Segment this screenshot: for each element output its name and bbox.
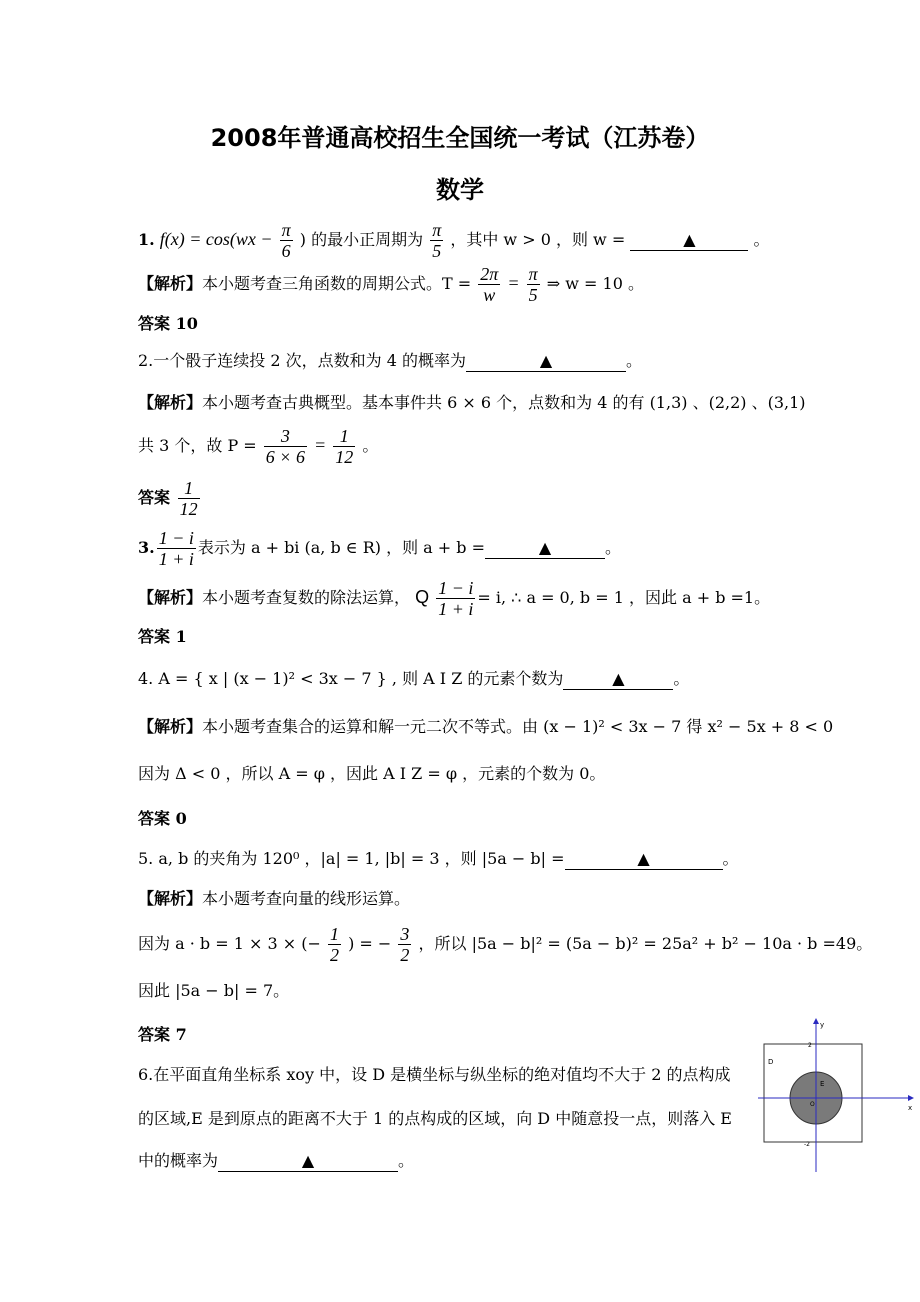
question-text: 中的概率为 xyxy=(138,1151,219,1170)
question-6-line2: 的区域,E 是到原点的距离不大于 1 的点构成的区域，向 D 中随意投一点，则落入 E xyxy=(138,1109,732,1128)
analysis-text: ，所以 |5a − b|² = (5a − b)² = 25a² + b² − 10a · b =49。 xyxy=(418,934,873,953)
question-end: 。 xyxy=(605,538,622,557)
question-6-line1: 6.在平面直角坐标系 xoy 中，设 D 是横坐标与纵坐标的绝对值均不大于 2 的点构成 xyxy=(138,1065,731,1084)
region-e-label: E xyxy=(820,1080,825,1088)
answer-1: 答案 10 xyxy=(138,314,198,333)
fraction: $\frac{\pi}{5}$ xyxy=(528,264,538,305)
origin-label: O xyxy=(810,1101,815,1108)
analysis-label: 【解析】 xyxy=(138,274,203,293)
analysis-text: 因为 a · b = 1 × 3 × (− xyxy=(138,934,321,953)
equals-sign: = xyxy=(314,435,327,455)
fraction: $\frac{1 - i}{1 + i}$ xyxy=(438,578,474,619)
triangle-marker: ▲ xyxy=(637,849,650,868)
because-symbol: Q xyxy=(415,587,430,607)
triangle-marker: ▲ xyxy=(301,1151,315,1170)
fraction: $\frac{2\pi}{w}$ xyxy=(480,264,499,305)
fraction: $\frac{3}{2}$ xyxy=(400,924,410,965)
question-5 xyxy=(138,848,739,870)
answer-blank xyxy=(630,230,748,251)
analysis-text: 本小题考查向量的线形运算。 xyxy=(202,889,411,908)
answer-blank xyxy=(466,351,626,372)
question-6-line3 xyxy=(138,1150,414,1172)
answer-4: 答案 0 xyxy=(138,809,187,828)
question-text: ) 的最小正周期为 xyxy=(299,230,424,249)
fraction: $\frac{3}{6 \times 6}$ xyxy=(265,426,305,467)
fraction: $\frac{1 - i}{1 + i}$ xyxy=(158,528,194,569)
analysis-3 xyxy=(138,578,770,619)
x-axis-label: x xyxy=(908,1104,913,1112)
analysis-text: 本小题考查集合的运算和解一元二次不等式。由 (x − 1)² < 3x − 7 得 x² − 5x + 8 < 0 xyxy=(202,717,834,736)
answer-fraction: $\frac{1}{12}$ xyxy=(179,478,198,519)
equals-sign: = xyxy=(507,273,520,293)
question-text: 5. a, b 的夹角为 120⁰ ，|a| = 1, |b| = 3 ，则 |5a − b| = xyxy=(138,849,565,868)
fraction: $\frac{1}{12}$ xyxy=(335,426,354,467)
question-text: 4. A = { x | (x − 1)² < 3x − 7 } , 则 A I Z 的元素个数为 xyxy=(138,669,564,688)
analysis-5-line1 xyxy=(138,888,410,910)
question-text: 2.一个骰子连续投 2 次，点数和为 4 的概率为 xyxy=(138,351,466,370)
document-title: 2008年普通高校招生全国统一考试（江苏卷） xyxy=(210,124,710,152)
question-end: 。 xyxy=(753,230,770,249)
answer-2 xyxy=(138,478,202,519)
answer-label: 答案 xyxy=(138,488,171,507)
answer-blank xyxy=(485,538,605,559)
answer-3: 答案 1 xyxy=(138,627,187,646)
triangle-marker: ▲ xyxy=(539,351,553,370)
region-d-label: D xyxy=(768,1058,774,1066)
analysis-text: 本小题考查复数的除法运算， xyxy=(202,588,411,607)
region-diagram xyxy=(758,1016,920,1172)
question-number: 1. xyxy=(138,230,155,249)
x-axis-arrow-icon xyxy=(908,1095,914,1101)
analysis-text: 本小题考查古典概型。基本事件共 6 × 6 个，点数和为 4 的有 (1,3) 、(2,2) 、(3,1) xyxy=(202,393,806,412)
answer-blank xyxy=(565,849,723,870)
analysis-text: = i, ∴ a = 0, b = 1 ，因此 a + b =1。 xyxy=(477,588,771,607)
question-end: 。 xyxy=(673,669,690,688)
fraction: $\frac{\pi}{5}$ xyxy=(432,220,442,261)
y-axis-arrow-icon xyxy=(813,1018,819,1024)
analysis-label: 【解析】 xyxy=(138,717,203,736)
tick-label-bottom: -2 xyxy=(804,1141,810,1148)
fraction: $\frac{1}{2}$ xyxy=(329,924,339,965)
question-3 xyxy=(138,528,621,569)
analysis-label: 【解析】 xyxy=(138,588,203,607)
tick-label-top: 2 xyxy=(808,1042,812,1049)
analysis-5-line2 xyxy=(138,924,872,965)
analysis-4-line2: 因为 Δ < 0 ，所以 A = φ ，因此 A I Z = φ ，元素的个数为 0。 xyxy=(138,764,606,783)
question-text: 表示为 a + bi (a, b ∈ R) ，则 a + b = xyxy=(197,538,486,557)
analysis-text: 共 3 个，故 P = xyxy=(138,436,257,455)
analysis-text: 本小题考查三角函数的周期公式。T = xyxy=(202,274,472,293)
analysis-1 xyxy=(138,264,644,305)
question-number: 3. xyxy=(138,538,155,557)
analysis-text: ) = − xyxy=(348,934,392,953)
triangle-marker: ▲ xyxy=(683,230,696,249)
question-text: ，其中 w > 0 ，则 w = xyxy=(450,230,626,249)
question-text: f(x) = cos(wx − xyxy=(159,229,273,249)
question-4 xyxy=(138,668,689,690)
question-2 xyxy=(138,350,642,372)
analysis-4-line1 xyxy=(138,716,833,738)
analysis-2-line1 xyxy=(138,392,806,414)
analysis-2-line2 xyxy=(138,426,378,467)
analysis-5-line3: 因此 |5a − b| = 7。 xyxy=(138,981,290,1000)
answer-5: 答案 7 xyxy=(138,1025,187,1044)
question-end: 。 xyxy=(398,1151,415,1170)
triangle-marker: ▲ xyxy=(612,669,625,688)
analysis-text: ⇒ w = 10 。 xyxy=(546,274,644,293)
answer-blank xyxy=(563,669,673,690)
fraction: $\frac{\pi}{6}$ xyxy=(281,220,291,261)
analysis-end: 。 xyxy=(362,436,379,455)
question-end: 。 xyxy=(722,849,739,868)
answer-blank xyxy=(218,1151,398,1172)
y-axis-label: y xyxy=(820,1021,825,1029)
question-1 xyxy=(138,220,769,261)
triangle-marker: ▲ xyxy=(538,538,552,557)
question-end: 。 xyxy=(625,351,642,370)
document-subject: 数学 xyxy=(436,176,484,204)
analysis-label: 【解析】 xyxy=(138,393,203,412)
analysis-label: 【解析】 xyxy=(138,889,203,908)
